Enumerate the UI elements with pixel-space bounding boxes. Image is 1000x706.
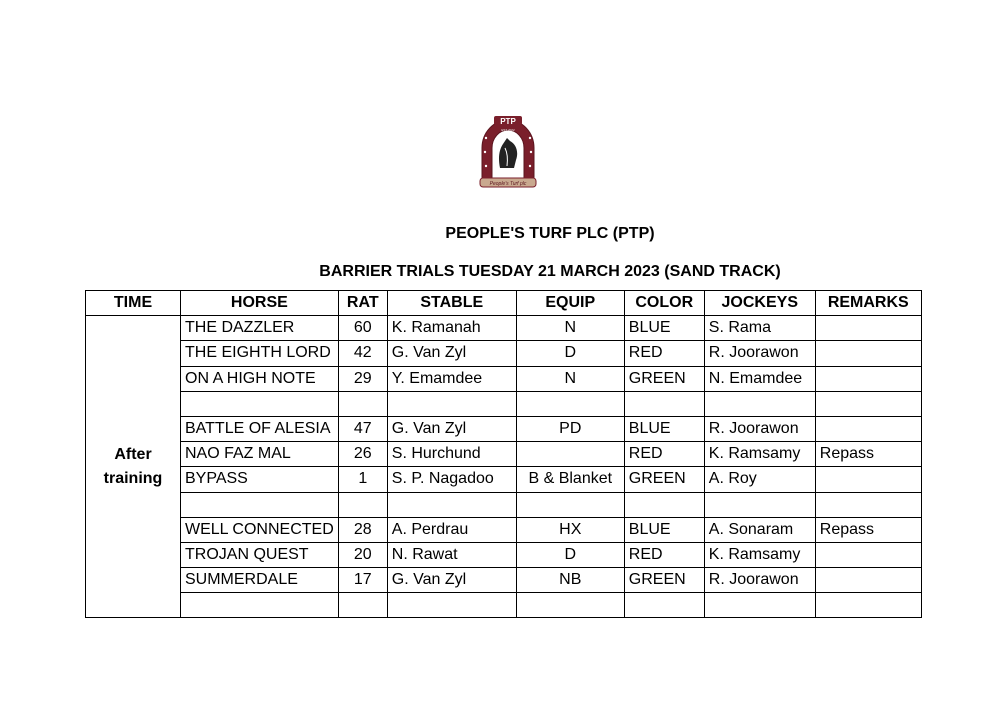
cell-color: GREEN	[624, 467, 704, 492]
cell-equip: NB	[516, 568, 624, 593]
cell-jockey	[704, 391, 815, 416]
cell-equip: N	[516, 316, 624, 341]
cell-color: BLUE	[624, 416, 704, 441]
cell-stable	[387, 391, 516, 416]
page-subtitle: BARRIER TRIALS TUESDAY 21 MARCH 2023 (SAND TRACK)	[319, 263, 781, 280]
table-row	[86, 517, 922, 542]
cell-color: RED	[624, 442, 704, 467]
cell-equip: D	[516, 341, 624, 366]
cell-jockey: R. Joorawon	[704, 341, 815, 366]
cell-horse: BYPASS	[181, 467, 339, 492]
cell-stable	[387, 593, 516, 618]
table-row	[86, 416, 922, 441]
cell-rat	[338, 593, 387, 618]
table-row	[86, 366, 922, 391]
cell-equip	[516, 442, 624, 467]
cell-jockey	[704, 593, 815, 618]
cell-equip: N	[516, 366, 624, 391]
cell-equip	[516, 391, 624, 416]
cell-horse: WELL CONNECTED	[181, 517, 339, 542]
col-stable: STABLE	[387, 291, 516, 316]
cell-color	[624, 492, 704, 517]
cell-stable: S. P. Nagadoo	[387, 467, 516, 492]
col-horse: HORSE	[181, 291, 339, 316]
cell-rat: 60	[338, 316, 387, 341]
cell-remarks	[815, 593, 921, 618]
cell-horse: BATTLE OF ALESIA	[181, 416, 339, 441]
cell-equip: HX	[516, 517, 624, 542]
table-row	[86, 593, 922, 618]
cell-jockey: A. Sonaram	[704, 517, 815, 542]
cell-horse	[181, 391, 339, 416]
cell-equip	[516, 492, 624, 517]
table-row	[86, 442, 922, 467]
cell-remarks: Repass	[815, 517, 921, 542]
cell-equip: D	[516, 542, 624, 567]
cell-horse	[181, 593, 339, 618]
cell-color: GREEN	[624, 568, 704, 593]
cell-horse: THE DAZZLER	[181, 316, 339, 341]
cell-remarks	[815, 391, 921, 416]
cell-color: RED	[624, 542, 704, 567]
table-row	[86, 492, 922, 517]
cell-color: BLUE	[624, 517, 704, 542]
cell-jockey: R. Joorawon	[704, 416, 815, 441]
table-row	[86, 467, 922, 492]
svg-text:People's Turf plc: People's Turf plc	[489, 181, 527, 187]
table-row	[86, 568, 922, 593]
cell-color	[624, 391, 704, 416]
cell-rat: 29	[338, 366, 387, 391]
cell-jockey	[704, 492, 815, 517]
cell-remarks	[815, 366, 921, 391]
ptp-logo	[472, 108, 544, 190]
cell-stable: A. Perdrau	[387, 517, 516, 542]
col-color: COLOR	[624, 291, 704, 316]
cell-stable: G. Van Zyl	[387, 341, 516, 366]
cell-color	[624, 593, 704, 618]
cell-remarks: Repass	[815, 442, 921, 467]
table-header-row	[86, 291, 922, 316]
cell-remarks	[815, 341, 921, 366]
table-row	[86, 316, 922, 341]
cell-stable: S. Hurchund	[387, 442, 516, 467]
barrier-trials-table	[85, 290, 922, 618]
cell-horse: ON A HIGH NOTE	[181, 366, 339, 391]
cell-rat: 42	[338, 341, 387, 366]
cell-color: BLUE	[624, 316, 704, 341]
cell-stable: Y. Emamdee	[387, 366, 516, 391]
cell-jockey: N. Emamdee	[704, 366, 815, 391]
cell-rat	[338, 492, 387, 517]
table-row	[86, 391, 922, 416]
cell-rat: 28	[338, 517, 387, 542]
cell-rat: 20	[338, 542, 387, 567]
cell-jockey: K. Ramsamy	[704, 442, 815, 467]
cell-stable: N. Rawat	[387, 542, 516, 567]
cell-rat: 17	[338, 568, 387, 593]
col-equip: EQUIP	[516, 291, 624, 316]
cell-stable: G. Van Zyl	[387, 416, 516, 441]
cell-remarks	[815, 492, 921, 517]
cell-horse: SUMMERDALE	[181, 568, 339, 593]
cell-remarks	[815, 467, 921, 492]
cell-rat: 26	[338, 442, 387, 467]
col-remarks: REMARKS	[815, 291, 921, 316]
svg-text:EST 2022: EST 2022	[501, 128, 515, 132]
svg-text:PTP: PTP	[500, 117, 516, 126]
cell-color: GREEN	[624, 366, 704, 391]
cell-stable: G. Van Zyl	[387, 568, 516, 593]
cell-color: RED	[624, 341, 704, 366]
cell-stable	[387, 492, 516, 517]
cell-equip	[516, 593, 624, 618]
cell-horse	[181, 492, 339, 517]
cell-remarks	[815, 542, 921, 567]
cell-remarks	[815, 316, 921, 341]
table-row	[86, 542, 922, 567]
cell-rat	[338, 391, 387, 416]
cell-horse: TROJAN QUEST	[181, 542, 339, 567]
cell-remarks	[815, 568, 921, 593]
cell-equip: B & Blanket	[516, 467, 624, 492]
cell-stable: K. Ramanah	[387, 316, 516, 341]
cell-jockey: R. Joorawon	[704, 568, 815, 593]
cell-horse: NAO FAZ MAL	[181, 442, 339, 467]
cell-remarks	[815, 416, 921, 441]
time-cell: After training	[86, 316, 181, 618]
cell-horse: THE EIGHTH LORD	[181, 341, 339, 366]
cell-jockey: K. Ramsamy	[704, 542, 815, 567]
cell-jockey: S. Rama	[704, 316, 815, 341]
cell-rat: 47	[338, 416, 387, 441]
col-rat: RAT	[338, 291, 387, 316]
col-jockeys: JOCKEYS	[704, 291, 815, 316]
table-row	[86, 341, 922, 366]
cell-jockey: A. Roy	[704, 467, 815, 492]
page-title: PEOPLE'S TURF PLC (PTP)	[445, 225, 655, 242]
cell-rat: 1	[338, 467, 387, 492]
col-time: TIME	[86, 291, 181, 316]
cell-equip: PD	[516, 416, 624, 441]
